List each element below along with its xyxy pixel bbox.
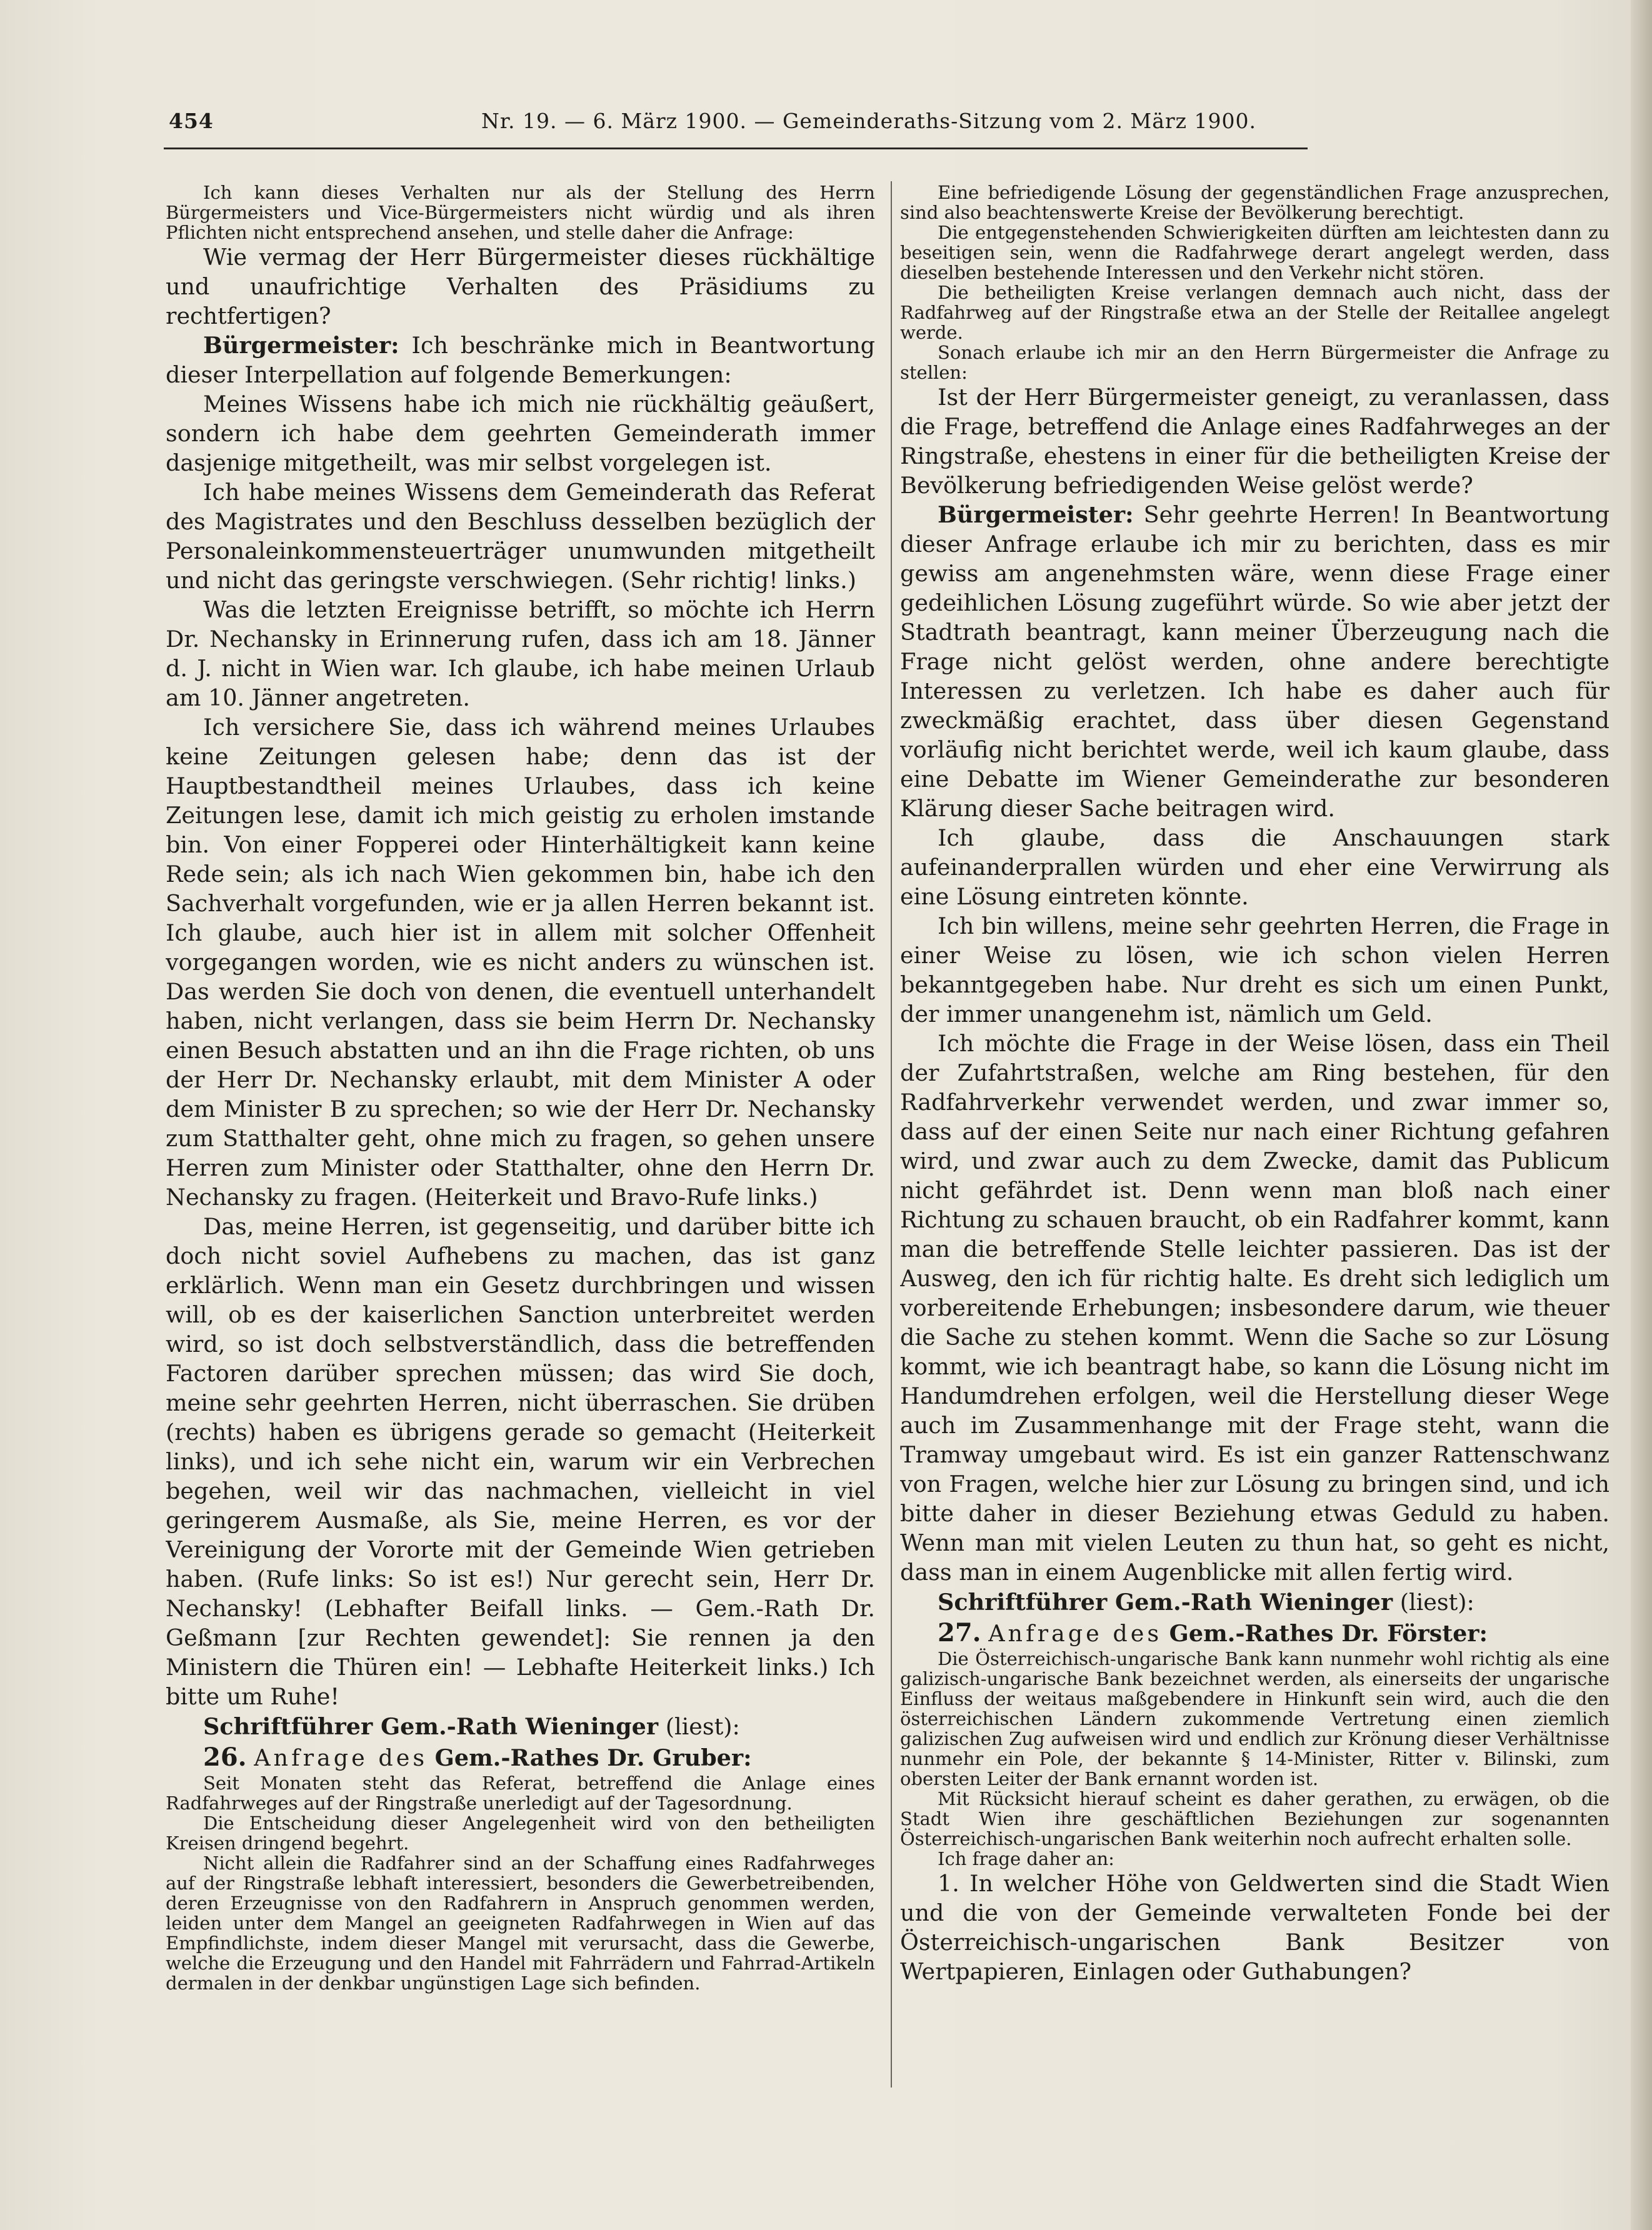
speech-text: Sehr geehrte Herren! In Beantwortung dieser Anfrage erlaube ich mir zu berichten, dass es mir gewiss am angenehmsten wäre, wenn diese Frage einer gedeihlichen Lösung zugeführt würde. So wie aber jetzt der Stadtrath beantragt, kann meiner Überzeugung nach die Frage nicht gelöst werden, ohne andere berechtigte Interessen zu verletzen. Ich habe es daher auch für zweckmäßig erachtet, dass über diesen Gegenstand vorläufig nicht berichtet werde, weil ich kaum glaube, dass eine Debatte im Wiener Gemeinderathe zur besonderen Klärung dieser Sache beitragen wird.	[900, 501, 1609, 822]
left-column	[166, 182, 875, 2095]
item-title: Gem.-Rathes Dr. Gruber:	[434, 1744, 752, 1771]
paragraph: Ich versichere Sie, dass ich während meines Urlaubes keine Zeitungen gelesen habe; denn das ist der Hauptbestandtheil meines Urlaubes, dass ich keine Zeitungen lese, damit ich mich geistig zu erholen imstande bin. Von einer Fopperei oder Hinterhältigkeit kann keine Rede sein; als ich nach Wien gekommen bin, habe ich den Sachverhalt vorgefunden, wie er ja allen Herren bekannt ist. Ich glaube, auch hier ist in allem mit solcher Offenheit vorgegangen worden, wie es nicht anders zu wünschen ist. Das werden Sie doch von denen, die eventuell unterhandelt haben, nicht verlangen, dass sie beim Herrn Dr. Nechansky einen Besuch abstatten und an ihn die Frage richten, ob uns der Herr Dr. Nechansky erlaubt, mit dem Minister A oder dem Minister B zu sprechen; so wie der Herr Dr. Nechansky zum Statthalter geht, ohne mich zu fragen, so gehen unsere Herren zum Minister oder Statthalter, ohne den Herrn Dr. Nechansky zu fragen. (Heiterkeit und Bravo-Rufe links.)	[166, 714, 875, 1211]
paragraph: Ich frage daher an:	[938, 1848, 1114, 1869]
paragraph: Die betheiligten Kreise verlangen demnach auch nicht, dass der Radfahrweg auf der Ringstraße etwa an der Stelle der Reitallee angelegt werde.	[900, 282, 1609, 343]
paragraph	[900, 500, 1609, 823]
paragraph: 1. In welcher Höhe von Geldwerten sind die Stadt Wien und die von der Gemeinde verwalteten Fonde bei der Österreichisch-ungarischen Bank Besitzer von Wertpapieren, Einlagen oder Guthabungen?	[900, 1870, 1609, 1985]
paragraph: Ich habe meines Wissens dem Gemeinderath das Referat des Magistrates und den Beschluss desselben bezüglich der Personaleinkommensteuerträger unumwunden mitgetheilt und nicht das geringste verschwiegen. (Sehr richtig! links.)	[166, 479, 875, 594]
section-heading-suffix: (liest):	[1399, 1589, 1474, 1616]
paragraph: Ich möchte die Frage in der Weise lösen, dass ein Theil der Zufahrtstraßen, welche am Ring bestehen, für den Radfahrverkehr verwendet werden, und zwar immer so, dass auf der einen Seite nur nach einer Richtung gefahren wird, und zwar auch zu dem Zwecke, damit das Publicum nicht gefährdet ist. Denn wenn man bloß nach einer Richtung zu schauen braucht, ob ein Radfahrer kommt, kann man die betreffende Stelle leichter passieren. Das ist der Ausweg, den ich für richtig halte. Es dreht sich lediglich um vorbereitende Erhebungen; insbesondere darum, wie theuer die Sache zu stehen kommt. Wenn die Sache so zur Lösung kommt, wie ich beantragt habe, so kann die Lösung nicht im Handumdrehen erfolgen, weil die Herstellung dieser Wege auch im Zusammenhange mit der Frage steht, wann die Tramway umgebaut wird. Es ist ein ganzer Rattenschwanz von Fragen, welche hier zur Lösung zu bringen sind, und ich bitte daher in dieser Beziehung etwas Geduld zu haben. Wenn man mit vielen Leuten zu thun hat, so geht es nicht, dass man in einem Augenblicke mit allen fertig wird.	[900, 1030, 1609, 1586]
paragraph: Das, meine Herren, ist gegenseitig, und darüber bitte ich doch nicht soviel Aufhebens zu machen, das ist ganz erklärlich. Wenn man ein Gesetz durchbringen und wissen will, ob es der kaiserlichen Sanction unterbreitet werden wird, so ist doch selbstverständlich, dass die betreffenden Factoren darüber sprechen müssen; das wird Sie doch, meine sehr geehrten Herren, nicht überraschen. Sie drüben (rechts) haben es übrigens gerade so gemacht (Heiterkeit links), und ich sehe nicht ein, warum wir ein Verbrechen begehen, weil wir das nachmachen, vielleicht in viel geringerem Ausmaße, als Sie, meine Herren, es vor der Vereinigung der Vororte mit der Gemeinde Wien getrieben haben. (Rufe links: So ist es!) Nur gerecht sein, Herr Dr. Nechansky! (Lebhafter Beifall links. — Gem.-Rath Dr. Geßmann [zur Rechten gewendet]: Sie rennen ja den Ministern die Thüren ein! — Lebhafte Heiterkeit links.) Ich bitte um Ruhe!	[166, 1213, 875, 1710]
section-heading-name: Schriftführer Gem.-Rath Wieninger	[938, 1589, 1393, 1616]
section-heading-suffix: (liest):	[665, 1713, 740, 1740]
header-rule	[164, 148, 1308, 150]
paragraph: Die Österreichisch-ungarische Bank kann nunmehr wohl richtig als eine galizisch-ungarische Bank bezeichnet werden, als einerseits der ungarische Einfluss der weitaus maßgebendere in Hinkunft sein wird, auch die den österreichischen Ländern zukommende Vertretung einen ziemlich galizischen Zug aufweisen wird und endlich zur Krönung dieser Verhältnisse nunmehr ein Pole, der bekannte § 14-Minister, Ritter v. Bilinski, zum obersten Leiter der Bank ernannt worden ist.	[900, 1648, 1609, 1789]
speaker-name: Bürgermeister:	[203, 332, 399, 359]
paragraph	[166, 331, 875, 389]
item-word: Anfrage des	[254, 1744, 428, 1771]
right-column	[900, 182, 1609, 2095]
speaker-name: Bürgermeister:	[938, 501, 1134, 528]
item-heading	[166, 1742, 875, 1773]
paragraph: Die Entscheidung dieser Angelegenheit wird von den betheiligten Kreisen dringend begehrt.	[166, 1812, 875, 1854]
paragraph: Wie vermag der Herr Bürgermeister dieses rückhältige und unaufrichtige Verhalten des Präsidiums zu rechtfertigen?	[166, 244, 875, 329]
paragraph: Sonach erlaube ich mir an den Herrn Bürgermeister die Anfrage zu stellen:	[900, 342, 1609, 383]
column-divider	[891, 181, 892, 2088]
page-header	[169, 105, 1306, 142]
paragraph: Ich bin willens, meine sehr geehrten Herren, die Frage in einer Weise zu lösen, wie ich schon vielen Herren bekanntgegeben habe. Nur dreht es sich um einen Punkt, der immer unangenehm ist, nämlich um Geld.	[900, 912, 1609, 1028]
paragraph: Ist der Herr Bürgermeister geneigt, zu veranlassen, dass die Frage, betreffend die Anlage eines Radfahrweges an der Ringstraße, ehestens in einer für die betheiligten Kreise der Bevölkerung befriedigenden Weise gelöst werde?	[900, 384, 1609, 499]
page-edge-shadow	[1631, 0, 1652, 2230]
paragraph: Meines Wissens habe ich mich nie rückhältig geäußert, sondern ich habe dem geehrten Gemeinderath immer dasjenige mitgetheilt, was mir selbst vorgelegen ist.	[166, 391, 875, 476]
item-title: Gem.-Rathes Dr. Förster:	[1169, 1620, 1488, 1647]
item-word: Anfrage des	[988, 1620, 1163, 1647]
paragraph: Ich kann dieses Verhalten nur als der Stellung des Herrn Bürgermeisters und Vice-Bürgermeisters nicht würdig und als ihren Pflichten nicht entsprechend ansehen, und stelle daher die Anfrage:	[166, 182, 875, 243]
paragraph: Was die letzten Ereignisse betrifft, so möchte ich Herrn Dr. Nechansky in Erinnerung rufen, dass ich am 18. Jänner d. J. nicht in Wien war. Ich glaube, ich habe meinen Urlaub am 10. Jänner angetreten.	[166, 596, 875, 711]
paragraph: Nicht allein die Radfahrer sind an der Schaffung eines Radfahrweges auf der Ringstraße lebhaft interessiert, besonders die Gewerbetreibenden, deren Erzeugnisse von den Radfahrern in Anspruch genommen werden, leiden unter dem Mangel an geeigneten Radfahrwegen in Wien auf das Empfindlichste, indem dieser Mangel mit verursacht, dass die Gewerbe, welche die Erzeugung und den Handel mit Fahrrädern und Fahrrad-Artikeln dermalen in der denkbar ungünstigen Lage sich befinden.	[166, 1852, 875, 1994]
paragraph: Seit Monaten steht das Referat, betreffend die Anlage eines Radfahrweges auf der Ringstraße unerledigt auf der Tagesordnung.	[166, 1772, 875, 1814]
paragraph: Ich glaube, dass die Anschauungen stark aufeinanderprallen würden und eher eine Verwirrung als eine Lösung eintreten könnte.	[900, 824, 1609, 910]
paragraph: Mit Rücksicht hierauf scheint es daher gerathen, zu erwägen, ob die Stadt Wien ihre geschäftlichen Beziehungen zur sogenannten Österreichisch-ungarischen Bank weiterhin noch aufrecht erhalten solle.	[900, 1788, 1609, 1849]
header-title: Nr. 19. — 6. März 1900. — Gemeinderaths-Sitzung vom 2. März 1900.	[481, 109, 1257, 133]
paragraph: Die entgegenstehenden Schwierigkeiten dürften am leichtesten dann zu beseitigen sein, wenn die Radfahrwege derart angelegt werden, dass dieselben bestehende Interessen und den Verkehr nicht stören.	[900, 222, 1609, 283]
paragraph: Eine befriedigende Lösung der gegenständlichen Frage anzusprechen, sind also beachtenswerte Kreise der Bevölkerung berechtigt.	[900, 182, 1609, 223]
item-number: 26.	[203, 1742, 247, 1772]
item-number: 27.	[938, 1618, 981, 1648]
item-heading	[900, 1618, 1609, 1649]
section-heading-name: Schriftführer Gem.-Rath Wieninger	[203, 1713, 659, 1740]
page-number: 454	[169, 109, 214, 133]
speech-text: Ich beschränke mich in Beantwortung dieser Interpellation auf folgende Bemerkungen:	[166, 332, 875, 388]
section-heading	[900, 1587, 1609, 1618]
section-heading	[166, 1711, 875, 1742]
